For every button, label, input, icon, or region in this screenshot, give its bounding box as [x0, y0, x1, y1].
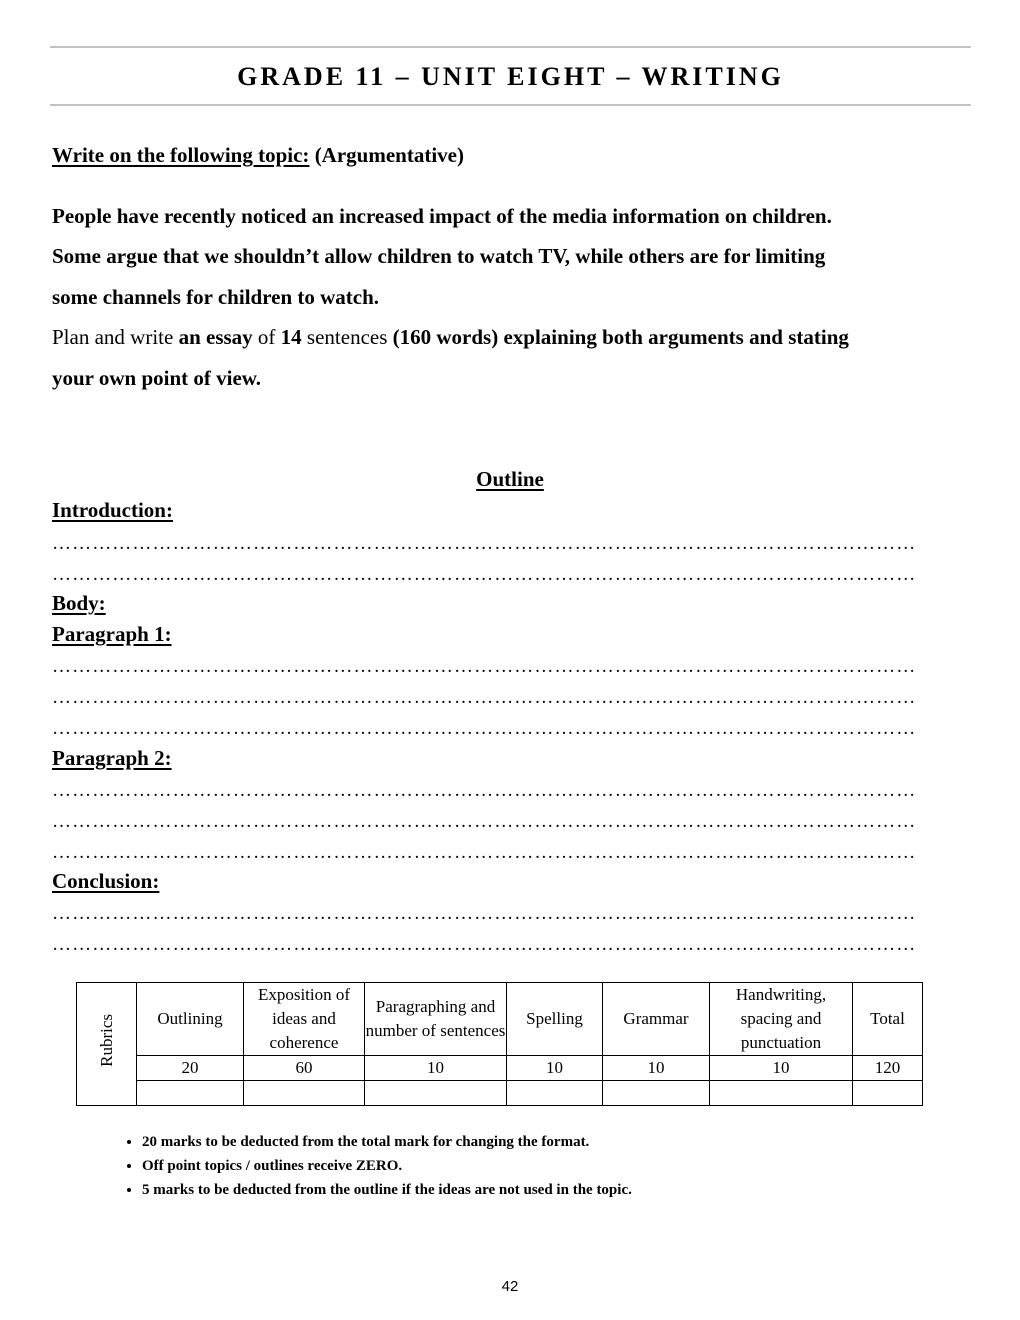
answer-line[interactable]: …………………………………………………………………………………………………………………: [52, 533, 917, 554]
answer-line[interactable]: …………………………………………………………………………………………………………………: [52, 564, 917, 585]
rubric-header: Spelling: [507, 983, 603, 1056]
prompt-line: People have recently noticed an increased impact of the media information on children.: [52, 204, 832, 228]
paragraph1-heading: Paragraph 1:: [52, 622, 172, 646]
rubric-score-cell[interactable]: [244, 1081, 365, 1106]
task-type: (Argumentative): [314, 143, 464, 167]
page-title: GRADE 11 – UNIT EIGHT – WRITING: [237, 62, 784, 91]
outline-title: Outline: [476, 467, 544, 491]
rubric-header: Outlining: [137, 983, 244, 1056]
answer-line[interactable]: …………………………………………………………………………………………………………………: [52, 903, 917, 924]
answer-line[interactable]: …………………………………………………………………………………………………………………: [52, 842, 917, 863]
rubric-mark: 10: [365, 1056, 507, 1081]
answer-line[interactable]: …………………………………………………………………………………………………………………: [52, 718, 917, 739]
instruction-emphasis: (160 words) explaining both arguments and stating: [392, 325, 849, 349]
instruction-text: sentences: [301, 325, 393, 349]
introduction-heading: Introduction:: [52, 498, 173, 522]
title-bottom-rule: [50, 104, 971, 106]
instruction-text: of: [252, 325, 281, 349]
rubric-header: Paragraphing and number of sentences: [365, 983, 507, 1056]
notes-list: [112, 1130, 632, 1202]
answer-line[interactable]: …………………………………………………………………………………………………………………: [52, 811, 917, 832]
rubric-score-cell[interactable]: [710, 1081, 853, 1106]
rubric-score-row: [77, 1081, 923, 1106]
rubric-header-row: [77, 983, 923, 1056]
instruction-line: [52, 325, 849, 350]
rubric-table: [76, 982, 923, 1106]
answer-line[interactable]: …………………………………………………………………………………………………………………: [52, 656, 917, 677]
answer-line[interactable]: …………………………………………………………………………………………………………………: [52, 780, 917, 801]
prompt-line: some channels for children to watch.: [52, 285, 380, 309]
note-item: • Off point topics / outlines receive ZERO.: [142, 1154, 632, 1178]
rubric-header: Handwriting, spacing and punctuation: [710, 983, 853, 1056]
task-label: Write on the following topic:: [52, 143, 310, 167]
instruction-line: your own point of view.: [52, 366, 262, 390]
instruction-text: Plan and write: [52, 325, 179, 349]
rubric-mark: 20: [137, 1056, 244, 1081]
body-heading: Body:: [52, 591, 106, 615]
paragraph2-heading: Paragraph 2:: [52, 746, 172, 770]
rubric-mark: 120: [853, 1056, 923, 1081]
note-item: • 20 marks to be deducted from the total mark for changing the format.: [142, 1130, 632, 1154]
answer-line[interactable]: …………………………………………………………………………………………………………………: [52, 687, 917, 708]
page-number: 42: [501, 1278, 519, 1295]
rubric-side-label: Rubrics: [96, 1014, 116, 1067]
instruction-emphasis: an essay: [178, 325, 253, 349]
conclusion-heading: Conclusion:: [52, 869, 160, 893]
rubric-score-cell[interactable]: [137, 1081, 244, 1106]
instruction-emphasis: 14: [280, 325, 302, 349]
rubric-side-label-cell: [77, 983, 137, 1106]
rubric-mark: 10: [507, 1056, 603, 1081]
rubric-mark: 10: [603, 1056, 710, 1081]
note-item: • 5 marks to be deducted from the outline if the ideas are not used in the topic.: [142, 1178, 632, 1202]
answer-line[interactable]: …………………………………………………………………………………………………………………: [52, 934, 917, 955]
rubric-mark: 60: [244, 1056, 365, 1081]
rubric-marks-row: [77, 1056, 923, 1081]
prompt-line: Some argue that we shouldn’t allow children to watch TV, while others are for limiting: [52, 244, 826, 268]
task-heading: [52, 143, 464, 168]
rubric-score-cell[interactable]: [365, 1081, 507, 1106]
rubric-mark: 10: [710, 1056, 853, 1081]
rubric-score-cell[interactable]: [603, 1081, 710, 1106]
rubric-score-cell[interactable]: [853, 1081, 923, 1106]
rubric-header: Grammar: [603, 983, 710, 1056]
rubric-score-cell[interactable]: [507, 1081, 603, 1106]
rubric-header: Exposition of ideas and coherence: [244, 983, 365, 1056]
rubric-header: Total: [853, 983, 923, 1056]
top-rule: [50, 46, 971, 48]
